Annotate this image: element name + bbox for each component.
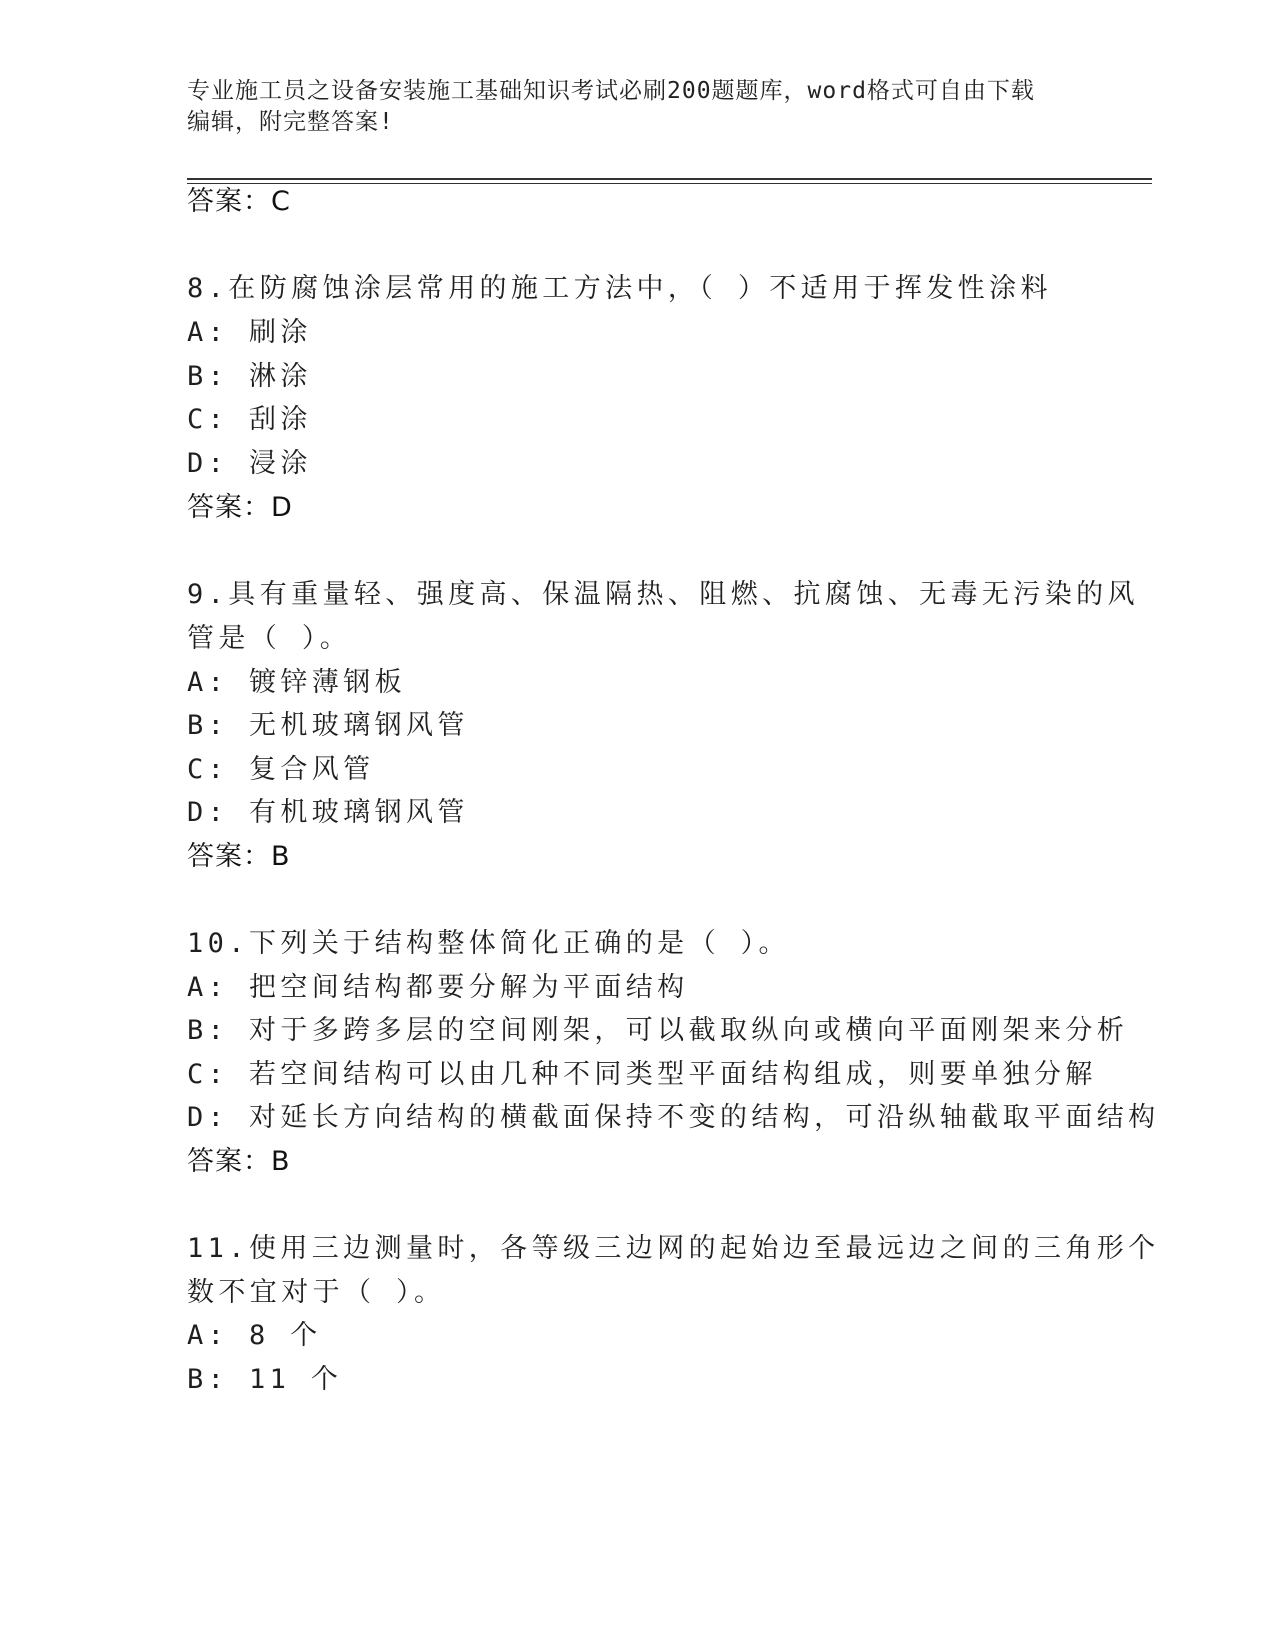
- question-8-stem: 8.在防腐蚀涂层常用的施工方法中，（ ）不适用于挥发性涂料: [187, 273, 1052, 304]
- question-9-stem-line-1: 9.具有重量轻、强度高、保温隔热、阻燃、抗腐蚀、无毒无污染的风: [187, 579, 1139, 610]
- header-divider-thick: [187, 178, 1152, 180]
- question-9-option-a: A: 镀锌薄钢板: [187, 667, 406, 698]
- header-divider-thin: [187, 183, 1152, 184]
- question-8-option-b: B: 淋涂: [187, 361, 312, 392]
- answer-question-9: 答案：B: [187, 841, 291, 872]
- question-11-stem-line-2: 数不宜对于（ ）。: [187, 1277, 446, 1308]
- question-11-option-a: A: 8 个: [187, 1320, 322, 1351]
- answer-question-8: 答案：D: [187, 492, 293, 523]
- question-8-option-d: D: 浸涂: [187, 448, 312, 479]
- question-8-option-c: C: 刮涂: [187, 404, 312, 435]
- question-9-option-d: D: 有机玻璃钢风管: [187, 797, 469, 828]
- question-10-option-d: D: 对延长方向结构的横截面保持不变的结构，可沿纵轴截取平面结构: [187, 1102, 1160, 1133]
- question-10-option-a: A: 把空间结构都要分解为平面结构: [187, 972, 689, 1003]
- question-10-option-b: B: 对于多跨多层的空间刚架，可以截取纵向或横向平面刚架来分析: [187, 1015, 1129, 1046]
- question-10-option-c: C: 若空间结构可以由几种不同类型平面结构组成，则要单独分解: [187, 1059, 1097, 1090]
- question-11-option-b: B: 11 个: [187, 1364, 343, 1395]
- question-9-option-c: C: 复合风管: [187, 754, 375, 785]
- question-10-stem: 10.下列关于结构整体简化正确的是（ ）。: [187, 928, 790, 959]
- header-line-2: 编辑，附完整答案!: [187, 109, 394, 135]
- answer-previous: 答案：C: [187, 186, 291, 217]
- answer-question-10: 答案：B: [187, 1146, 291, 1177]
- question-9-option-b: B: 无机玻璃钢风管: [187, 710, 469, 741]
- document-header: [187, 76, 1067, 138]
- question-11-stem-line-1: 11.使用三边测量时，各等级三边网的起始边至最远边之间的三角形个: [187, 1233, 1160, 1264]
- header-line-1: 专业施工员之设备安装施工基础知识考试必刷200题题库，word格式可自由下载: [187, 78, 1035, 104]
- question-9-stem-line-2: 管是（ ）。: [187, 623, 352, 654]
- question-8-option-a: A: 刷涂: [187, 317, 312, 348]
